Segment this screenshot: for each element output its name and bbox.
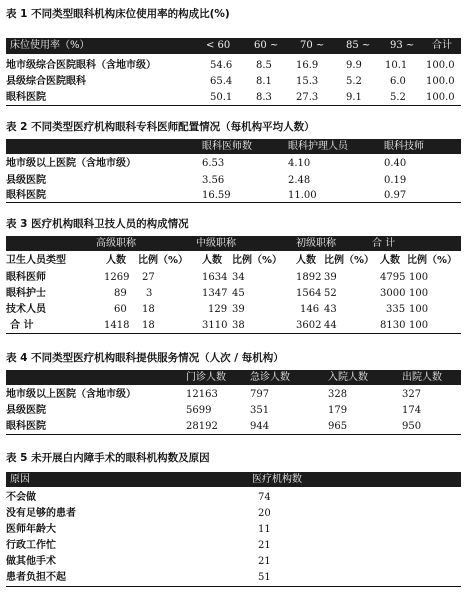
t2-r2-c2: 11.00 (288, 190, 317, 201)
t3-s3: 人数 (202, 255, 222, 266)
t4-r1-c4: 174 (402, 405, 422, 416)
t2-h2: 眼科护理人员 (288, 141, 348, 152)
t3-s5: 人数 (296, 255, 316, 266)
t3-s8: 比例（%） (407, 255, 458, 266)
t4-r0-c0: 地市级以上医院（含地市级） (6, 389, 136, 400)
t5-r3-c0: 行政工作忙 (6, 540, 56, 551)
table-5-bottom-rule (6, 586, 461, 587)
t4-r0-c3: 328 (328, 389, 348, 400)
t2-r0-c2: 4.10 (288, 158, 311, 169)
t1-r0-c2: 8.5 (256, 60, 272, 71)
table-4-header (6, 370, 461, 385)
table-3-bottom-rule (6, 333, 461, 334)
t1-h2: 60 ~ (254, 40, 279, 51)
table-5 (6, 452, 461, 592)
t3-r3-c6: 44 (324, 320, 337, 331)
t1-r2-c5: 5.2 (390, 92, 406, 103)
t4-r1-c2: 351 (250, 405, 270, 416)
t4-r0-c4: 327 (402, 389, 422, 400)
t5-h1: 医疗机构数 (252, 474, 302, 485)
t4-h1: 门诊人数 (186, 372, 226, 383)
t2-r1-c1: 3.56 (202, 175, 225, 186)
t1-r1-c5: 6.0 (390, 76, 406, 87)
t3-r0-c8: 100 (409, 272, 429, 283)
table-1-header (6, 38, 461, 54)
t1-r1-c1: 65.4 (210, 76, 233, 87)
table-row (6, 570, 461, 585)
t3-r1-c0: 眼科护士 (6, 288, 46, 299)
t2-r0-c1: 6.53 (202, 158, 225, 169)
t3-r0-c5: 1892 (296, 272, 322, 283)
table-row (6, 286, 461, 301)
t3-r3-c8: 100 (409, 320, 429, 331)
t3-r1-c1: 89 (114, 288, 127, 299)
t4-r1-c3: 179 (328, 405, 348, 416)
t3-g1: 中级职称 (196, 238, 236, 249)
table-row (6, 318, 461, 333)
t3-s4: 比例（%） (232, 255, 283, 266)
t2-h1: 眼科医师数 (202, 141, 252, 152)
table-5-title: 表 5 未开展白内障手术的眼科机构数及原因 (6, 452, 210, 464)
t1-r1-c3: 15.3 (296, 76, 319, 87)
t3-r1-c7: 3000 (380, 288, 406, 299)
t3-r2-c3: 129 (208, 304, 228, 315)
t3-r3-c0: 合 计 (10, 320, 34, 331)
t3-r2-c4: 39 (232, 304, 245, 315)
table-3-title: 表 3 医疗机构眼科卫技人员的构成情况 (6, 218, 189, 230)
t1-r2-c3: 27.3 (296, 92, 319, 103)
t1-h1: < 60 (206, 40, 231, 51)
t3-r2-c8: 100 (409, 304, 429, 315)
t1-r1-c4: 5.2 (346, 76, 362, 87)
t4-r0-c2: 797 (250, 389, 270, 400)
table-4-bottom-rule (6, 434, 461, 435)
t3-r1-c5: 1564 (296, 288, 322, 299)
t2-r1-c0: 县级医院 (6, 175, 46, 186)
t1-h3: 70 ~ (300, 40, 325, 51)
t4-r2-c0: 眼科医院 (6, 421, 46, 432)
t3-r2-c1: 60 (114, 304, 127, 315)
t3-r2-c6: 43 (324, 304, 337, 315)
table-4-title: 表 4 不同类型医疗机构眼科提供服务情况（人次 / 每机构） (6, 352, 284, 364)
t1-r2-c2: 8.3 (256, 92, 272, 103)
t3-g2: 初级职称 (296, 238, 336, 249)
t5-r2-c0: 医师年龄大 (6, 524, 56, 535)
t1-r2-c0: 眼科医院 (6, 92, 46, 103)
t4-r2-c4: 950 (402, 421, 422, 432)
t3-r2-c0: 技术人员 (6, 304, 46, 315)
table-1-title: 表 1 不同类型眼科机构床位使用率的构成比(%) (6, 8, 230, 20)
table-row (6, 188, 461, 203)
table-4 (6, 352, 461, 432)
t1-r1-c0: 县级综合医院眼科 (6, 76, 86, 87)
table-row (6, 419, 461, 434)
t2-r1-c2: 2.48 (288, 175, 311, 186)
t3-s6: 比例（%） (324, 255, 375, 266)
t1-r0-c5: 10.1 (385, 60, 408, 71)
t1-h6: 合计 (432, 40, 452, 51)
t3-r0-c0: 眼科医师 (6, 272, 46, 283)
t3-r0-c4: 34 (232, 272, 245, 283)
table-5-header (6, 472, 461, 487)
t5-r0-c0: 不会做 (6, 492, 36, 503)
t3-r0-c1: 1269 (104, 272, 130, 283)
t4-r1-c1: 5699 (186, 405, 212, 416)
t3-g3: 合 计 (372, 238, 396, 249)
t3-r0-c3: 1634 (202, 272, 228, 283)
t3-s7: 人数 (380, 255, 400, 266)
t3-r0-c6: 39 (324, 272, 337, 283)
t2-r0-c0: 地市级以上医院（含地市级） (6, 158, 136, 169)
t1-r2-c4: 9.1 (346, 92, 362, 103)
table-row (6, 156, 461, 171)
t4-r2-c2: 944 (250, 421, 270, 432)
t1-r0-c1: 54.6 (210, 60, 233, 71)
table-row (6, 387, 461, 402)
t4-r0-c1: 12163 (186, 389, 218, 400)
table-row (6, 270, 461, 285)
table-2-bottom-rule (6, 202, 461, 203)
table-1 (6, 8, 461, 106)
table-3 (6, 218, 461, 331)
t1-r2-c6: 100.0 (426, 92, 455, 103)
t3-r3-c5: 3602 (296, 320, 322, 331)
t1-r0-c4: 9.9 (346, 60, 362, 71)
t1-h4: 85 ~ (346, 40, 371, 51)
table-row (6, 538, 461, 553)
table-row (6, 490, 461, 505)
t1-r1-c2: 8.1 (256, 76, 272, 87)
t3-r0-c2: 27 (142, 272, 155, 283)
table-row (6, 506, 461, 521)
t4-r2-c1: 28192 (186, 421, 218, 432)
table-row (6, 522, 461, 537)
t1-r0-c0: 地市级综合医院眼科（含地市级） (6, 60, 156, 71)
t3-r3-c4: 38 (232, 320, 245, 331)
t4-h3: 入院人数 (328, 372, 368, 383)
table-row (6, 554, 461, 569)
t2-r2-c0: 眼科医院 (6, 190, 46, 201)
t2-r0-c3: 0.40 (384, 158, 407, 169)
table-row (6, 173, 461, 188)
table-row (6, 403, 461, 418)
t3-r1-c8: 100 (409, 288, 429, 299)
t3-s2: 比例（%） (138, 255, 189, 266)
t1-h5: 93 ~ (390, 40, 415, 51)
t5-r5-c1: 51 (258, 572, 271, 583)
table-2-header (6, 139, 461, 154)
table-2 (6, 121, 461, 201)
t5-r3-c1: 21 (258, 540, 271, 551)
t5-r1-c1: 20 (258, 508, 271, 519)
t3-g0: 高级职称 (96, 238, 136, 249)
t3-r2-c2: 18 (142, 304, 155, 315)
t1-r0-c6: 100.0 (426, 60, 455, 71)
t2-r2-c3: 0.97 (384, 190, 407, 201)
t3-r3-c2: 18 (142, 320, 155, 331)
t3-r1-c3: 1347 (202, 288, 228, 299)
t5-r5-c0: 患者负担不起 (6, 572, 66, 583)
t3-s0: 卫生人员类型 (6, 255, 66, 266)
table-row (6, 302, 461, 317)
t5-r0-c1: 74 (258, 492, 271, 503)
t1-r2-c1: 50.1 (210, 92, 233, 103)
t4-h2: 急诊人数 (250, 372, 290, 383)
t3-r2-c7: 335 (386, 304, 406, 315)
t2-h3: 眼科技师 (384, 141, 424, 152)
table-row (6, 74, 461, 89)
table-row (6, 58, 461, 73)
t2-r1-c3: 0.19 (384, 175, 407, 186)
table-row (6, 90, 461, 105)
t1-r1-c6: 100.0 (426, 76, 455, 87)
t5-r2-c1: 11 (258, 524, 271, 535)
t3-r3-c1: 1418 (104, 320, 130, 331)
t3-r1-c6: 52 (324, 288, 337, 299)
t3-r3-c3: 3110 (202, 320, 228, 331)
t5-r4-c1: 21 (258, 556, 271, 567)
table-3-group-header (6, 236, 461, 251)
t2-r2-c1: 16.59 (202, 190, 231, 201)
t3-r1-c2: 3 (146, 288, 153, 299)
t3-s1: 人数 (106, 255, 126, 266)
t5-r1-c0: 没有足够的患者 (6, 508, 76, 519)
t3-r1-c4: 45 (232, 288, 245, 299)
table-1-bottom-rule (6, 105, 461, 106)
table-2-title: 表 2 不同类型医疗机构眼科专科医师配置情况（每机构平均人数） (6, 121, 315, 133)
t1-h0: 床位使用率（%） (10, 40, 90, 51)
table-3-subheader (6, 253, 461, 268)
t5-h0: 原因 (10, 474, 30, 485)
t3-r0-c7: 4795 (380, 272, 406, 283)
t5-r4-c0: 做其他手术 (6, 556, 56, 567)
t3-r2-c5: 146 (300, 304, 320, 315)
t4-h4: 出院人数 (402, 372, 442, 383)
t3-r3-c7: 8130 (380, 320, 406, 331)
t4-r1-c0: 县级医院 (6, 405, 46, 416)
t4-r2-c3: 965 (328, 421, 348, 432)
t1-r0-c3: 16.9 (296, 60, 319, 71)
